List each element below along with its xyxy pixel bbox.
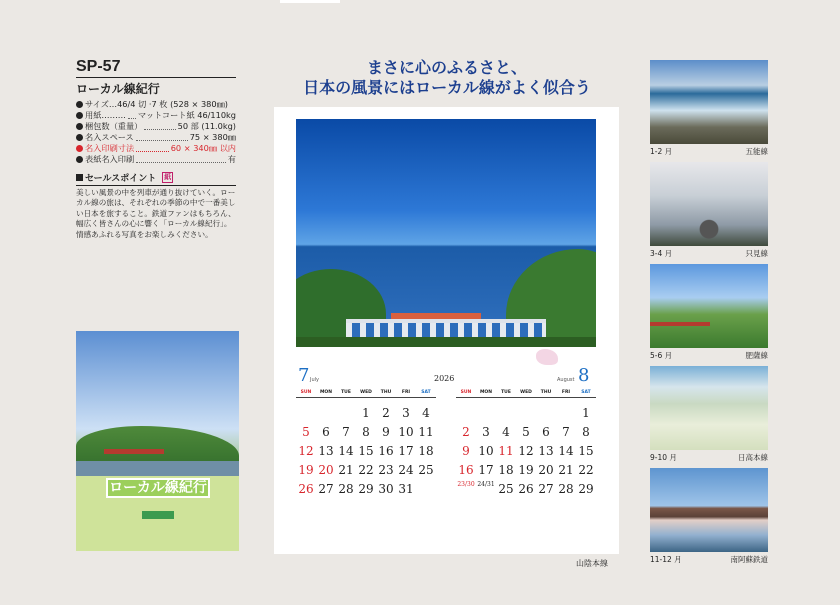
spec-item xyxy=(76,143,236,154)
calendar-day: 19 xyxy=(298,463,314,477)
bullet-icon xyxy=(76,145,83,152)
calendar-day: 6 xyxy=(322,425,330,439)
calendar-day: 3 xyxy=(402,406,410,420)
calendar-day: 1 xyxy=(582,406,590,420)
sales-point-heading: セールスポイント 紙 xyxy=(76,171,236,186)
calendar-day: 12 xyxy=(518,444,534,458)
calendar-day: 4 xyxy=(422,406,430,420)
weekday-label: SUN xyxy=(460,390,472,395)
calendar-day: 11 xyxy=(498,444,514,458)
calendar-day: 22 xyxy=(578,463,594,477)
calendar-day: 25 xyxy=(418,463,434,477)
calendar-day: 11 xyxy=(418,425,434,439)
sales-point-text: 美しい風景の中を列車が通り抜けていく。ローカル線の旅は、それぞれの季節の中で一番美しい日本を旅すること。鉄道ファンはもちろん、幅広く皆さんの心に響く「ローカル線紀行」。情感あふれる写真をお楽しみください。 xyxy=(76,188,236,239)
calendar-day xyxy=(496,404,516,423)
calendar-day xyxy=(456,404,476,423)
calendar-day xyxy=(536,404,556,423)
calendar-day: 28 xyxy=(338,482,354,496)
month-photo-label xyxy=(650,246,768,264)
weekday-label: THU xyxy=(540,390,552,395)
month-photo-label xyxy=(650,450,768,468)
calendar-day: 27 xyxy=(538,482,554,496)
spec-list xyxy=(76,99,236,165)
calendar-day: 10 xyxy=(398,425,414,439)
paper-badge: 紙 xyxy=(164,173,172,181)
railway-line-name: 日高本線 xyxy=(738,453,768,462)
spec-item xyxy=(76,121,236,132)
bullet-icon xyxy=(76,134,83,141)
calendar-day: 16 xyxy=(458,463,474,477)
calendar-day: 16 xyxy=(378,444,394,458)
calendar-day xyxy=(476,404,496,423)
weekday-label: MON xyxy=(479,390,493,395)
weekday-label: WED xyxy=(360,390,372,395)
product-info xyxy=(76,58,236,240)
weekday-label: FRI xyxy=(561,390,571,395)
spec-item xyxy=(76,110,236,121)
calendar-day: 2 xyxy=(382,406,390,420)
calendar-day: 2 xyxy=(462,425,470,439)
weekday-label: SUN xyxy=(300,390,312,395)
month-photo-label xyxy=(650,552,768,570)
calendar-day: 21 xyxy=(558,463,574,477)
headline: まさに心のふるさと、 日本の風景にはローカル線がよく似合う xyxy=(303,58,591,97)
calendar-day: 22 xyxy=(358,463,374,477)
calendar-day: 17 xyxy=(478,463,494,477)
weekday-label: MON xyxy=(319,390,333,395)
calendar-day: 23 xyxy=(378,463,394,477)
spec-label: 用紙……… xyxy=(85,110,126,120)
calendar-day: 12 xyxy=(298,444,314,458)
bullet-icon xyxy=(76,112,83,119)
calendar-day: 6 xyxy=(542,425,550,439)
top-tab xyxy=(280,0,340,3)
calendar-day xyxy=(316,404,336,423)
calendar-day: 9 xyxy=(382,425,390,439)
calendar-day: 5 xyxy=(302,425,310,439)
railway-line-name: 肥薩線 xyxy=(745,351,768,360)
calendar-cover-thumbnail xyxy=(76,331,239,551)
main-photo xyxy=(296,119,596,347)
weekday-label: TUE xyxy=(341,390,351,395)
spec-value: 75 × 380㎜ xyxy=(189,132,236,142)
calendar-day: 1 xyxy=(362,406,370,420)
calendar-day xyxy=(336,404,356,423)
right-month-name: August xyxy=(557,377,575,383)
spec-label: 梱包数（重量） xyxy=(85,121,143,131)
weekday-label: SAT xyxy=(421,390,431,395)
month-photo-label xyxy=(650,348,768,366)
bullet-icon xyxy=(76,101,83,108)
weekday-label: THU xyxy=(380,390,392,395)
calendar-day: 7 xyxy=(342,425,350,439)
product-title: ローカル線紀行 xyxy=(76,82,160,96)
left-month-name: July xyxy=(310,377,319,383)
month-photo xyxy=(650,264,768,348)
right-month-number: 8 xyxy=(578,365,590,386)
calendar-day: 29 xyxy=(358,482,374,496)
calendar-day: 15 xyxy=(578,444,594,458)
calendar-day xyxy=(416,480,436,499)
spec-label: 名入スペース xyxy=(85,132,134,142)
calendar-day: 8 xyxy=(362,425,370,439)
calendar-day: 13 xyxy=(538,444,554,458)
spec-label: 表紙名入印刷 xyxy=(85,154,135,164)
month-range: 9-10 月 xyxy=(650,453,677,462)
calendar-day: 15 xyxy=(358,444,374,458)
product-code: SP-57 xyxy=(76,58,236,78)
calendar-day: 28 xyxy=(558,482,574,496)
month-photo-label xyxy=(650,144,768,162)
calendar-day: 4 xyxy=(502,425,510,439)
spec-item xyxy=(76,132,236,143)
month-photo xyxy=(650,60,768,144)
calendar-day: 26 xyxy=(518,482,534,496)
calendar-day: 29 xyxy=(578,482,594,496)
square-bullet-icon xyxy=(76,174,83,181)
calendar-year: 2026 xyxy=(434,374,455,383)
photo-line-caption: 山陰本線 xyxy=(576,559,608,568)
railway-line-name: 只見線 xyxy=(745,249,768,258)
month-header xyxy=(274,365,619,387)
spec-value: 有 xyxy=(227,154,236,164)
weekday-header xyxy=(456,390,596,398)
calendar-day: 8 xyxy=(582,425,590,439)
calendar-day: 10 xyxy=(478,444,494,458)
spec-value: マットコート紙 46/110kg xyxy=(137,110,236,120)
spec-label: 名入印刷寸法 xyxy=(85,143,135,153)
calendar-day: 27 xyxy=(318,482,334,496)
calendar-day: 30 xyxy=(378,482,394,496)
calendar-day: 26 xyxy=(298,482,314,496)
main-calendar-page xyxy=(274,107,619,554)
calendar-day: 23/30 xyxy=(457,481,475,488)
calendar-day: 17 xyxy=(398,444,414,458)
calendar-day: 24 xyxy=(398,463,414,477)
map-icon xyxy=(536,349,558,365)
right-days xyxy=(456,404,596,499)
weekday-label: WED xyxy=(520,390,532,395)
weekday-label: TUE xyxy=(501,390,511,395)
calendar-day: 3 xyxy=(482,425,490,439)
spec-value: 60 × 340㎜ 以内 xyxy=(170,143,236,153)
calendar-day: 14 xyxy=(558,444,574,458)
month-photo xyxy=(650,366,768,450)
cover-title: ローカル線紀行 xyxy=(106,478,210,498)
month-photo xyxy=(650,468,768,552)
weekday-label: FRI xyxy=(401,390,411,395)
calendar-day: 31 xyxy=(398,482,414,496)
cover-logo xyxy=(142,511,174,519)
weekday-label: SAT xyxy=(581,390,591,395)
calendar-day xyxy=(556,404,576,423)
left-days xyxy=(296,404,436,499)
month-range: 1-2 月 xyxy=(650,147,673,156)
month-photo xyxy=(650,162,768,246)
month-range: 5-6 月 xyxy=(650,351,673,360)
spec-item xyxy=(76,154,236,165)
right-month-grid xyxy=(456,390,596,499)
weekday-header xyxy=(296,390,436,398)
calendar-day: 18 xyxy=(418,444,434,458)
calendar-day: 18 xyxy=(498,463,514,477)
calendar-day: 20 xyxy=(538,463,554,477)
monthly-photos xyxy=(650,60,768,570)
bullet-icon xyxy=(76,123,83,130)
calendar-day: 7 xyxy=(562,425,570,439)
calendar-day: 5 xyxy=(522,425,530,439)
spec-item xyxy=(76,99,236,110)
month-range: 3-4 月 xyxy=(650,249,673,258)
calendar-day: 25 xyxy=(498,482,514,496)
bullet-icon xyxy=(76,156,83,163)
railway-line-name: 五能線 xyxy=(745,147,768,156)
spec-label: サイズ…46/4 切 ·7 枚 (528 × 380㎜) xyxy=(85,99,228,109)
calendar-day: 21 xyxy=(338,463,354,477)
spec-value: 50 部 (11.0kg) xyxy=(177,121,236,131)
left-month-number: 7 xyxy=(298,365,310,386)
calendar-day: 14 xyxy=(338,444,354,458)
calendar-day: 19 xyxy=(518,463,534,477)
calendar-day: 20 xyxy=(318,463,334,477)
calendar-day: 9 xyxy=(462,444,470,458)
left-month-grid xyxy=(296,390,436,499)
month-range: 11-12 月 xyxy=(650,555,682,564)
railway-line-name: 南阿蘇鉄道 xyxy=(730,555,768,564)
calendar-day xyxy=(296,404,316,423)
calendar-day: 13 xyxy=(318,444,334,458)
calendar-day xyxy=(516,404,536,423)
calendar-day: 24/31 xyxy=(477,481,495,488)
